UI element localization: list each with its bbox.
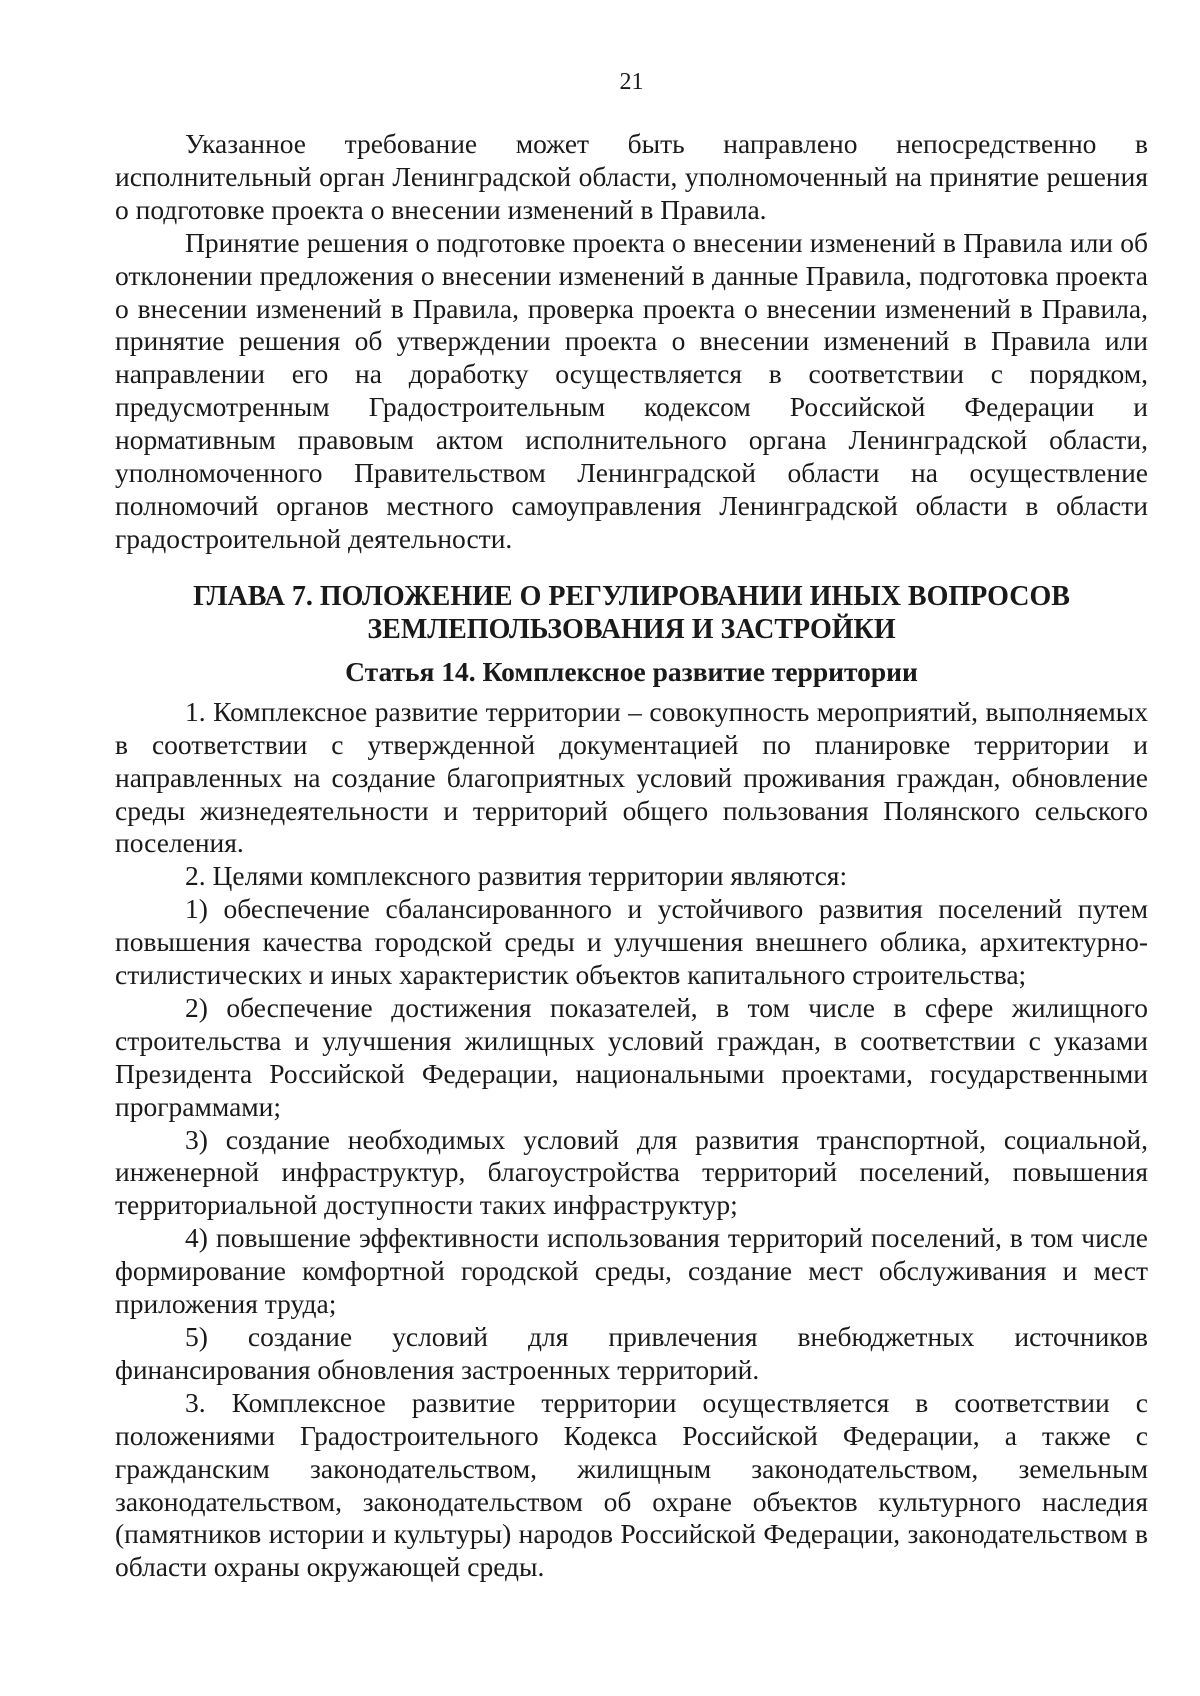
paragraph: 2. Целями комплексного развития территории являются: [185, 860, 848, 892]
chapter-title-line: ГЛАВА 7. ПОЛОЖЕНИЕ О РЕГУЛИРОВАНИИ ИНЫХ ВОПРОСОВ [193, 580, 1070, 612]
paragraph: Принятие решения о подготовке проекта о внесении изменений в Правила или об отклонении предложения о внесении изменений в данные Правила, подготовка проекта о внесении изменений в Правила, проверка проекта о внесении изменений в Правила, принятие решения об утверждении проекта о внесении изменений в Правила или направлении его на доработку осуществляется в соответствии с порядком, предусмотренным Градостроительным кодексом Российской Федерации и нормативным правовым актом исполнительного органа Ленинградской области, уполномоченного Правительством Ленинградской области на осуществление полномочий органов местного самоуправления Ленинградской области в области градостроительной деятельности. [115, 226, 1148, 554]
paragraph: Указанное требование может быть направлено непосредственно в исполнительный орган Ленинградской области, уполномоченный на принятие решения о подготовке проекта о внесении изменений в Правила. [115, 128, 1148, 225]
paragraph: 1. Комплексное развитие территории – совокупность мероприятий, выполняемых в соответствии с утвержденной документацией по планировке территории и направленных на создание благоприятных условий проживания граждан, обновление среды жизнедеятельности и территорий общего пользования Полянского сельского поселения. [115, 695, 1148, 859]
list-item: 2) обеспечение достижения показателей, в том числе в сфере жилищного строительства и улучшения жилищных условий граждан, в соответствии с указами Президента Российской Федерации, национальными проектами, государственными программами; [115, 991, 1148, 1122]
chapter-title [115, 580, 1148, 646]
list-item: 1) обеспечение сбалансированного и устойчивого развития поселений путем повышения качества городской среды и улучшения внешнего облика, архитектурно-стилистических и иных характеристик объектов капитального строительства; [115, 893, 1148, 991]
list-item: 3) создание необходимых условий для развития транспортной, социальной, инженерной инфраструктур, благоустройства территорий поселений, повышения территориальной доступности таких инфраструктур; [115, 1123, 1148, 1221]
list-item: 4) повышение эффективности использования территорий поселений, в том числе формирование комфортной городской среды, создание мест обслуживания и мест приложения труда; [115, 1222, 1148, 1320]
page-number: 21 [619, 69, 644, 95]
document-body [115, 128, 1148, 1584]
chapter-title-line: ЗЕМЛЕПОЛЬЗОВАНИЯ И ЗАСТРОЙКИ [367, 613, 896, 645]
article-title: Статья 14. Комплексное развитие территории [345, 655, 918, 687]
paragraph: 3. Комплексное развитие территории осуществляется в соответствии с положениями Градостроительного Кодекса Российской Федерации, а также с гражданским законодательством, жилищным законодательством, земельным законодательством, законодательством об охране объектов культурного наследия (памятников истории и культуры) народов Российской Федерации, законодательством в области охраны окружающей среды. [115, 1386, 1148, 1583]
list-item: 5) создание условий для привлечения внебюджетных источников финансирования обновления застроенных территорий. [115, 1321, 1148, 1385]
